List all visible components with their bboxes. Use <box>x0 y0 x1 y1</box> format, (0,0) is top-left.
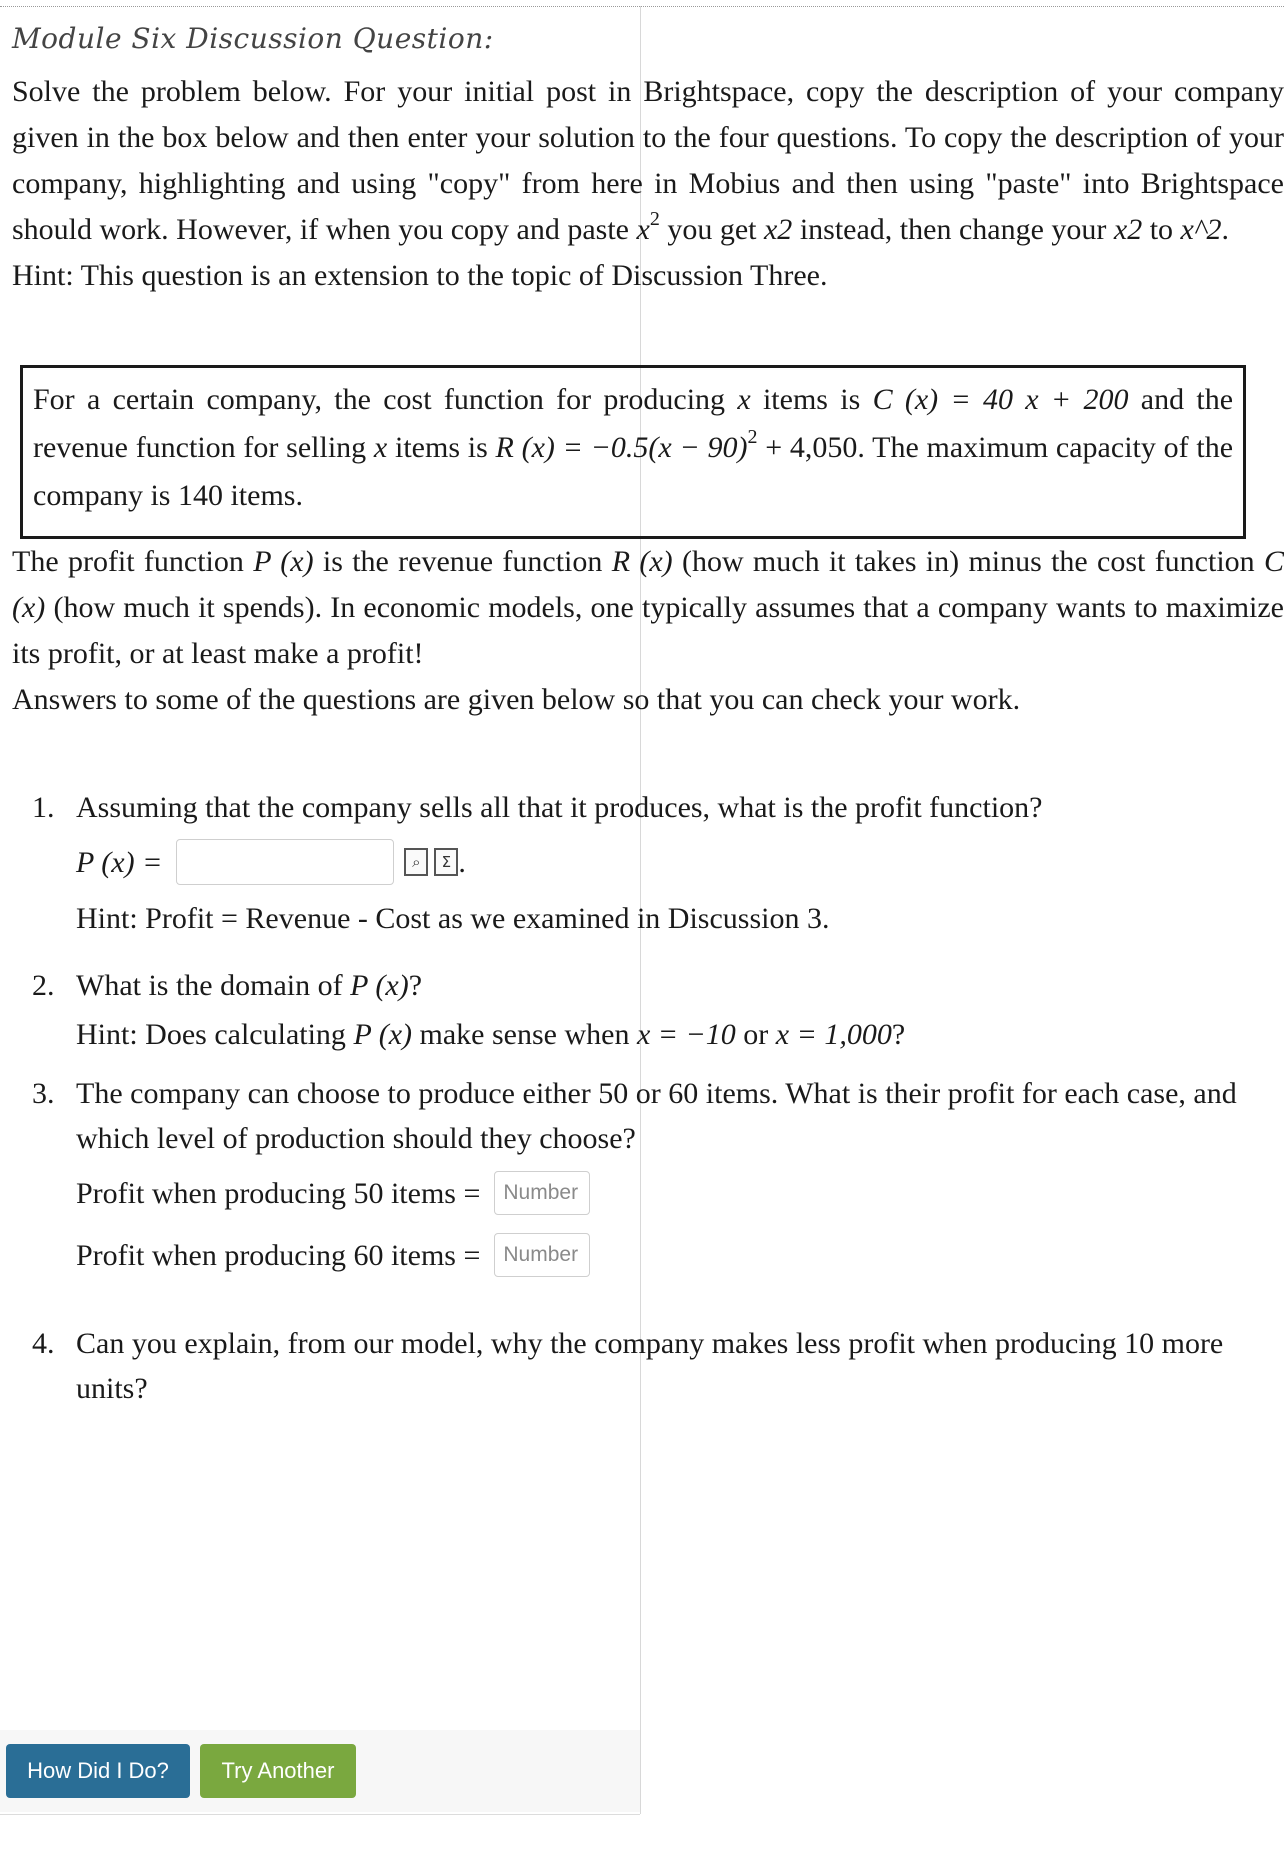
math-x: x <box>636 213 650 246</box>
question-number: 4. <box>32 1327 55 1360</box>
box-text: For a certain company, the cost function for producing <box>33 383 738 416</box>
question-4 <box>12 1321 1284 1411</box>
math-p-of-x: P (x) <box>353 1018 413 1051</box>
profit-60-input[interactable]: Number <box>494 1233 590 1277</box>
question-3 <box>12 1071 1284 1285</box>
hint-text: or <box>735 1018 776 1051</box>
box-text: items is <box>750 383 873 416</box>
profit-50-label: Profit when producing 50 items = <box>76 1176 481 1210</box>
hint-text: Hint: Does calculating <box>76 1018 354 1051</box>
intro-hint: Hint: This question is an extension to the topic of Discussion Three. <box>12 259 828 292</box>
math-x-caret-2: x^2 <box>1180 213 1222 246</box>
bottom-divider <box>0 1814 640 1815</box>
question-text: Assuming that the company sells all that it produces, what is the profit function? <box>76 791 1043 824</box>
button-bar <box>0 1730 640 1812</box>
math-superscript: 2 <box>649 208 660 230</box>
cost-function: C (x) = 40 x + 200 <box>872 383 1129 416</box>
revenue-function: R (x) = −0.5(x − 90) <box>495 431 748 464</box>
hint-text: make sense when <box>412 1018 637 1051</box>
how-did-i-do-button[interactable]: How Did I Do? <box>6 1744 190 1798</box>
math-x-value: x = −10 <box>636 1018 736 1051</box>
profit-60-row <box>76 1225 1284 1285</box>
math-p-of-x: P (x) <box>350 969 409 1002</box>
box-text: items is <box>387 431 496 464</box>
question-text: The company can choose to produce either 50 or 60 items. What is their profit for each case, and which level of production should they choose? <box>76 1077 1237 1155</box>
question-text-part: What is the domain of <box>76 969 351 1002</box>
question-text-part: ? <box>408 969 423 1002</box>
profit-function-input[interactable] <box>176 839 394 885</box>
math-x: x <box>373 431 388 464</box>
question-hint <box>76 1012 1284 1057</box>
profit-function-label: P (x) = <box>76 845 163 879</box>
answers-note: Answers to some of the questions are given below so that you can check your work. <box>12 683 1021 716</box>
module-title: Module Six Discussion Question: <box>12 22 494 55</box>
question-1 <box>12 785 1284 941</box>
math-x: x <box>737 383 751 416</box>
profit-50-input[interactable]: Number <box>494 1171 590 1215</box>
math-c-of-x: C (x) <box>12 545 1284 624</box>
question-list <box>12 785 1284 1411</box>
math-x-value: x = 1,000 <box>775 1018 892 1051</box>
question-hint: Hint: Profit = Revenue - Cost as we examined in Discussion 3. <box>76 902 830 935</box>
math-x2: x2 <box>1113 213 1143 246</box>
instructions-text: Solve the problem below. For your initial post in Brightspace, copy the description of your company given in the box below and then enter your solution to the four questions. To copy the description of your company, highlighting and using "copy" from here in Mobius and then using "paste" into Brightspace should work. However, if when you copy and paste <box>12 75 1284 246</box>
hint-text: ? <box>891 1018 906 1051</box>
period: . <box>458 845 466 879</box>
question-number: 1. <box>32 791 55 824</box>
try-another-button[interactable]: Try Another <box>200 1744 356 1798</box>
instructions-paragraph <box>12 69 1284 253</box>
math-r-of-x: R (x) <box>611 545 673 578</box>
question-number: 2. <box>32 969 55 1002</box>
profit-50-row <box>76 1163 1284 1223</box>
instructions-text: to <box>1142 213 1181 246</box>
top-divider <box>0 6 1284 7</box>
instructions-text: you get <box>659 213 764 246</box>
preview-icon[interactable]: ⌕ <box>404 848 428 876</box>
math-x2: x2 <box>763 213 793 246</box>
profit-60-label: Profit when producing 60 items = <box>76 1238 481 1272</box>
math-superscript: 2 <box>747 426 758 448</box>
equation-editor-icon[interactable]: Σ <box>434 848 458 876</box>
question-content <box>12 22 1284 1411</box>
question-2 <box>12 963 1284 1057</box>
revenue-function-tail: + 4,050 <box>757 431 858 464</box>
box-text: . The maximum capacity of the company is 140 items. <box>33 431 1234 512</box>
instructions-text: . <box>1221 213 1230 246</box>
profit-text: The profit function <box>12 545 254 578</box>
company-description <box>33 376 1233 520</box>
math-p-of-x: P (x) <box>253 545 314 578</box>
profit-function-row <box>76 834 1284 890</box>
profit-text: (how much it takes in) minus the cost function <box>672 545 1264 578</box>
question-number: 3. <box>32 1077 55 1110</box>
question-text <box>76 963 1284 1008</box>
question-text: Can you explain, from our model, why the company makes less profit when producing 10 more units? <box>76 1327 1224 1405</box>
company-description-box <box>20 365 1246 539</box>
profit-paragraph <box>12 539 1284 677</box>
profit-text: (how much it spends). In economic models, one typically assumes that a company wants to maximize its profit, or at least make a profit! <box>12 591 1284 670</box>
box-text: and the revenue function for selling <box>33 383 1234 464</box>
profit-text: is the revenue function <box>313 545 612 578</box>
instructions-text: instead, then change your <box>792 213 1114 246</box>
